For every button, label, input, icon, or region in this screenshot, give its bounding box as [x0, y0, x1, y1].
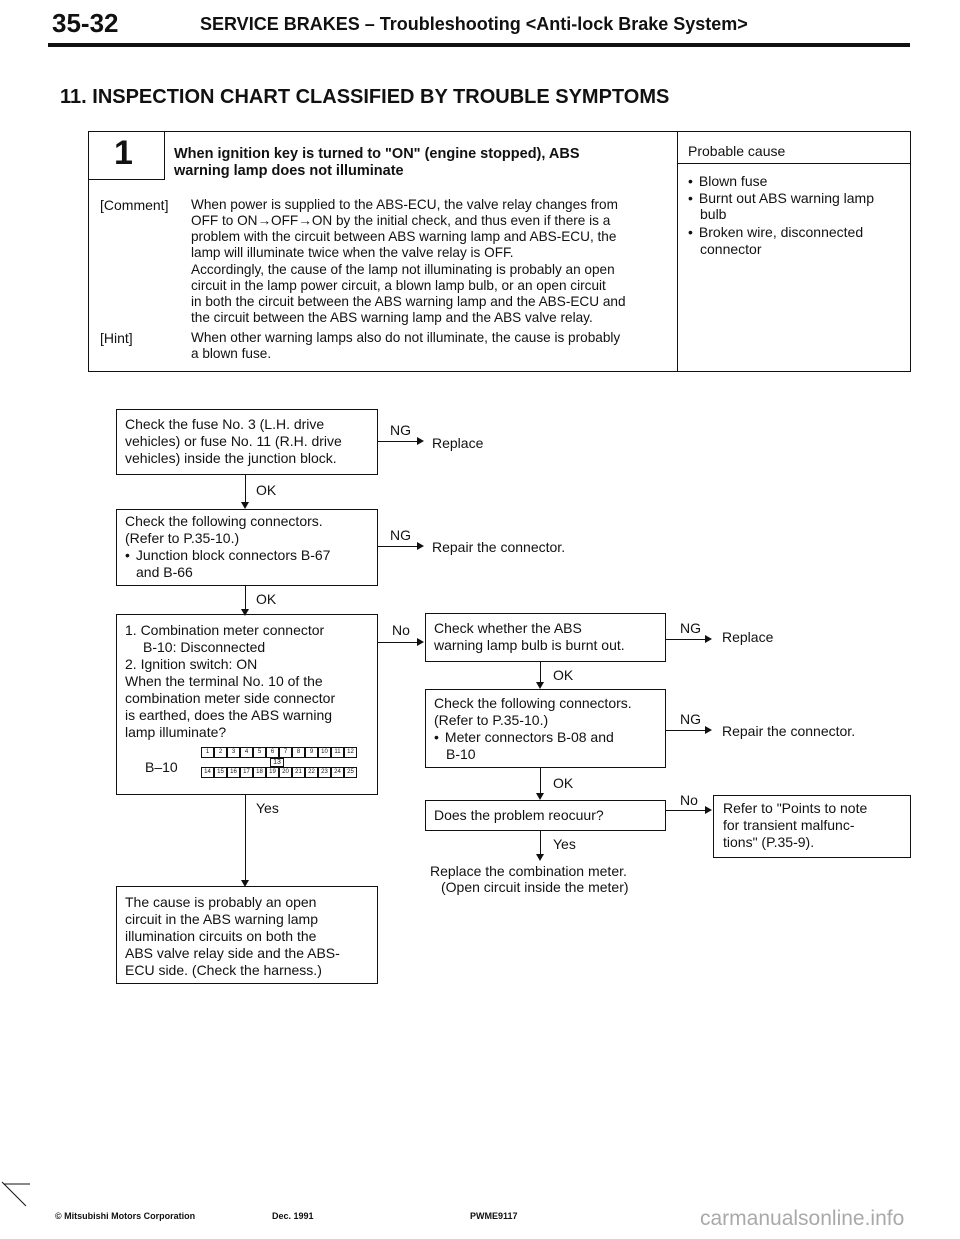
- connector-pin: 22: [305, 767, 318, 778]
- flow-step2-line: • Junction block connectors B-67: [125, 547, 330, 563]
- probable-cause-item-cont: connector: [700, 241, 762, 257]
- flow-step6-no-label: No: [680, 792, 698, 808]
- comment-line: in both the circuit between the ABS warning lamp and the ABS-ECU and: [191, 294, 626, 309]
- arrow-right-icon: [705, 635, 712, 643]
- flow-step5-ng-label: NG: [680, 711, 701, 727]
- probable-cause-header: Probable cause: [688, 143, 786, 159]
- connector-pin: 11: [331, 747, 344, 758]
- cause-header-rule: [677, 163, 911, 164]
- flow-step1-ng-action: Replace: [432, 435, 484, 451]
- symptom-title-line2: warning lamp does not illuminate: [174, 163, 404, 179]
- hint-line: a blown fuse.: [191, 346, 272, 361]
- flow-step5-line: • Meter connectors B-08 and: [434, 729, 614, 745]
- header-rule: [48, 43, 910, 47]
- symptom-number: 1: [114, 134, 133, 172]
- flow-step1-ok-label: OK: [256, 482, 277, 498]
- connector-pin: 8: [292, 747, 305, 758]
- connector-pin: 10: [318, 747, 331, 758]
- comment-line: Accordingly, the cause of the lamp not illuminating is probably an open: [191, 262, 615, 277]
- flow-step3-line: lamp illuminate?: [125, 724, 227, 740]
- connector-pin: 18: [253, 767, 266, 778]
- symptom-title-line1: When ignition key is turned to "ON" (engine stopped), ABS: [174, 146, 580, 162]
- flow-step3-line: 2. Ignition switch: ON: [125, 656, 258, 672]
- flow-step5-ng-action: Repair the connector.: [722, 723, 856, 739]
- hint-label: [Hint]: [100, 330, 133, 346]
- connector-pin: 15: [214, 767, 227, 778]
- section-title: 11. INSPECTION CHART CLASSIFIED BY TROUBLE SYMPTOMS: [60, 86, 670, 108]
- flow-step4-ng-label: NG: [680, 620, 701, 636]
- flow-step4-ng-action: Replace: [722, 629, 774, 645]
- arrow-right-icon: [417, 437, 424, 445]
- flow-step3-line: is earthed, does the ABS warning: [125, 707, 333, 723]
- probable-cause-item: • Blown fuse: [688, 173, 767, 189]
- flow-step3-no-line: [378, 642, 418, 643]
- arrow-down-icon: [536, 854, 544, 861]
- comment-line: problem with the circuit between ABS warning lamp and ABS-ECU, the: [191, 229, 617, 244]
- flow-step1-ng-label: NG: [390, 422, 411, 438]
- flow-connector: [245, 586, 246, 610]
- flow-step6-yes-line: Replace the combination meter.: [430, 863, 627, 879]
- flow-result-line: circuit in the ABS warning lamp: [125, 911, 318, 927]
- flow-connector: [540, 831, 541, 855]
- footer-date: Dec. 1991: [272, 1211, 314, 1221]
- flow-connector: [245, 795, 246, 881]
- arrow-right-icon: [705, 806, 712, 814]
- connector-pin: 1: [201, 747, 214, 758]
- flow-step1-line: vehicles) inside the junction block.: [125, 450, 337, 466]
- connector-pin: 16: [227, 767, 240, 778]
- flow-step3-line: B-10: Disconnected: [143, 639, 266, 655]
- flow-step6-no-line-text: for transient malfunc-: [723, 817, 855, 833]
- arrow-right-icon: [705, 726, 712, 734]
- flow-step4-line: warning lamp bulb is burnt out.: [434, 637, 625, 653]
- comment-line: circuit in the lamp power circuit, a blown lamp bulb, or an open circuit: [191, 278, 606, 293]
- flow-step4-ok-label: OK: [553, 667, 574, 683]
- corner-mark: [0, 1180, 40, 1210]
- comment-label: [Comment]: [100, 197, 169, 213]
- flow-connector: [540, 662, 541, 683]
- flow-step1-ng-line: [378, 441, 418, 442]
- arrow-right-icon: [417, 542, 424, 550]
- flow-step6-yes-label: Yes: [553, 836, 576, 852]
- flow-step2-line: and B-66: [136, 564, 193, 580]
- flow-step2-line: (Refer to P.35-10.): [125, 530, 240, 546]
- flow-step5-line: Check the following connectors.: [434, 695, 632, 711]
- flow-result-line: The cause is probably an open: [125, 894, 317, 910]
- flow-step4-ng-line: [666, 639, 706, 640]
- connector-pin: 7: [279, 747, 292, 758]
- arrow-down-icon: [241, 502, 249, 509]
- flow-step5-line: (Refer to P.35-10.): [434, 712, 549, 728]
- arrow-down-icon: [536, 682, 544, 689]
- flow-step6-no-line-text: Refer to "Points to note: [723, 800, 868, 816]
- connector-label: B–10: [145, 759, 178, 775]
- footer-copyright: © Mitsubishi Motors Corporation: [55, 1211, 196, 1221]
- comment-line: When power is supplied to the ABS-ECU, the valve relay changes from: [191, 197, 618, 212]
- flow-connector: [245, 475, 246, 503]
- probable-cause-item: • Burnt out ABS warning lamp: [688, 190, 874, 206]
- probable-cause-item-cont: bulb: [700, 206, 727, 222]
- flow-step1-line: Check the fuse No. 3 (L.H. drive: [125, 416, 325, 432]
- comment-line: OFF to ON→OFF→ON by the initial check, and thus even if there is a: [191, 213, 611, 228]
- flow-connector: [540, 768, 541, 794]
- connector-pin: 19: [266, 767, 279, 778]
- flow-step3-line: When the terminal No. 10 of the: [125, 673, 323, 689]
- flow-step5-ok-label: OK: [553, 775, 574, 791]
- flow-step2-line: Check the following connectors.: [125, 513, 323, 529]
- arrow-right-icon: [417, 638, 424, 646]
- connector-pin: 9: [305, 747, 318, 758]
- table-divider: [677, 131, 678, 372]
- connector-pin: 24: [331, 767, 344, 778]
- flow-step6-yes-line: (Open circuit inside the meter): [441, 879, 629, 895]
- connector-pin: 5: [253, 747, 266, 758]
- connector-pin: 4: [240, 747, 253, 758]
- flow-step2-ng-label: NG: [390, 527, 411, 543]
- comment-line: the circuit between the ABS warning lamp and the ABS valve relay.: [191, 310, 593, 325]
- flow-step3-line: combination meter side connector: [125, 690, 336, 706]
- page-number: 35-32: [52, 8, 119, 38]
- connector-pin: 23: [318, 767, 331, 778]
- connector-pin: 3: [227, 747, 240, 758]
- flow-step3-yes-label: Yes: [256, 800, 279, 816]
- watermark: carmanualsonline.info: [700, 1207, 905, 1230]
- comment-line: lamp will illuminate twice when the valve relay is OFF.: [191, 245, 514, 260]
- connector-pin: 20: [279, 767, 292, 778]
- flow-step6-text: Does the problem reocuur?: [434, 807, 604, 823]
- connector-pin: 21: [292, 767, 305, 778]
- flow-step3-no-label: No: [392, 622, 410, 638]
- flow-step5-line: B-10: [446, 746, 476, 762]
- flow-result-line: illumination circuits on both the: [125, 928, 317, 944]
- connector-pin: 14: [201, 767, 214, 778]
- flow-step5-ng-line: [666, 730, 706, 731]
- flow-step2-ok-label: OK: [256, 591, 277, 607]
- arrow-down-icon: [536, 793, 544, 800]
- flow-result-line: ABS valve relay side and the ABS-: [125, 945, 340, 961]
- page-header-title: SERVICE BRAKES – Troubleshooting <Anti-lock Brake System>: [200, 14, 748, 34]
- probable-cause-item: • Broken wire, disconnected: [688, 224, 863, 240]
- connector-pin: 2: [214, 747, 227, 758]
- flow-step4-line: Check whether the ABS: [434, 620, 582, 636]
- flow-step6-no-line-text: tions" (P.35-9).: [723, 834, 815, 850]
- connector-pin: 17: [240, 767, 253, 778]
- footer-code: PWME9117: [470, 1211, 518, 1221]
- flow-step6-no-line: [666, 810, 706, 811]
- flow-step2-ng-line: [378, 546, 418, 547]
- flow-step3-line: 1. Combination meter connector: [125, 622, 325, 638]
- flow-result-line: ECU side. (Check the harness.): [125, 962, 322, 978]
- hint-line: When other warning lamps also do not illuminate, the cause is probably: [191, 330, 621, 345]
- flow-step2-ng-action: Repair the connector.: [432, 539, 566, 555]
- flow-step1-line: vehicles) or fuse No. 11 (R.H. drive: [125, 433, 342, 449]
- connector-pin: 13: [270, 758, 284, 767]
- connector-pin: 6: [266, 747, 279, 758]
- connector-diagram: [201, 747, 357, 779]
- connector-pin: 25: [344, 767, 357, 778]
- connector-pin: 12: [344, 747, 357, 758]
